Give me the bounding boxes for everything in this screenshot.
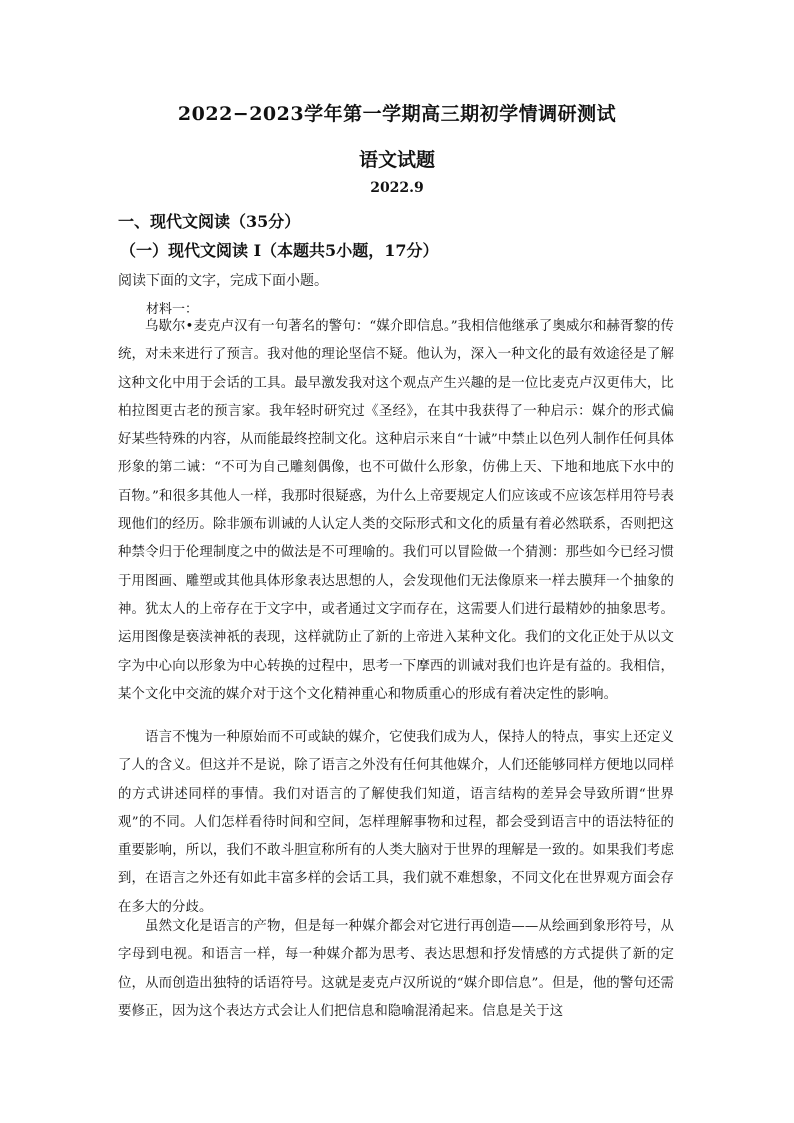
exam-title: 2022−2023学年第一学期高三期初学情调研测试 [177, 103, 617, 125]
body-paragraph: 语言不愧为一种原始而不可或缺的媒介，它使我们成为人，保持人的特点，事实上还定义了人的含义。但这并不是说，除了语言之外没有任何其他媒介，人们还能够同样方便地以同样的方式讲述同样的事情。我们对语言的了解使我们知道，语言结构的差异会导致所谓“世界观”的不同。人们怎样看待时间和空间，怎样理解事物和过程，都会受到语言中的语法特征的重要影响，所以，我们不敢斗胆宣称所有的人类大脑对于世界的理解是一致的。如果我们考虑到，在语言之外还有如此丰富多样的会话工具，我们就不难想象，不同文化在世界观方面会存在多大的分歧。 [118, 730, 674, 915]
body-paragraph: 乌歇尔•麦克卢汉有一句著名的警句：“媒介即信息。”我相信他继承了奥威尔和赫胥黎的传统，对未来进行了预言。我对他的理论坚信不疑。他认为，深入一种文化的最有效途径是了解这种文化中用于会话的工具。最早激发我对这个观点产生兴趣的是一位比麦克卢汉更伟大，比柏拉图更古老的预言家。我年轻时研究过《圣经》，在其中我获得了一种启示：媒介的形式偏好某些特殊的内容，从而能最终控制文化。这种启示来自“十诫”中禁止以色列人制作任何具体形象的第二诫：“不可为自己雕刻偶像，也不可做什么形象，仿佛上天、下地和地底下水中的百物。”和很多其他人一样，我那时很疑惑，为什么上帝要规定人们应该或不应该怎样用符号表现他们的经历。除非颁布训诫的人认定人类的交际形式和文化的质量有着必然联系，否则把这种禁令归于伦理制度之中的做法是不可理喻的。我们可以冒险做一个猜测：那些如今已经习惯于用图画、雕塑或其他具体形象表达思想的人，会发现他们无法像原来一样去膜拜一个抽象的神。犹太人的上帝存在于文字中，或者通过文字而存在，这需要人们进行最精妙的抽象思考。运用图像是亵渎神祇的表现，这样就防止了新的上帝进入某种文化。我们的文化正处于从以文字为中心向以形象为中心转换的过程中，思考一下摩西的训诫对我们也许是有益的。我相信，某个文化中交流的媒介对于这个文化精神重心和物质重心的形成有着决定性的影响。 [118, 319, 674, 702]
exam-date: 2022.9 [370, 180, 424, 196]
material-label: 材料一： [146, 302, 199, 317]
subsection-heading: （一）现代文阅读 I（本题共5小题，17分） [120, 241, 439, 260]
subject-title: 语文试题 [358, 149, 435, 171]
section-heading: 一、现代文阅读（35分） [118, 212, 301, 231]
reading-instruction: 阅读下面的文字，完成下面小题。 [118, 273, 328, 289]
body-paragraph: 虽然文化是语言的产物，但是每一种媒介都会对它进行再创造——从绘画到象形符号，从字母到电视。和语言一样，每一种媒介都为思考、表达思想和抒发情感的方式提供了新的定位，从而创造出独特的话语符号。这就是麦克卢汉所说的“媒介即信息”。但是，他的警句还需要修正，因为这个表达方式会让人们把信息和隐喻混淆起来。信息是关于这 [118, 919, 674, 1019]
